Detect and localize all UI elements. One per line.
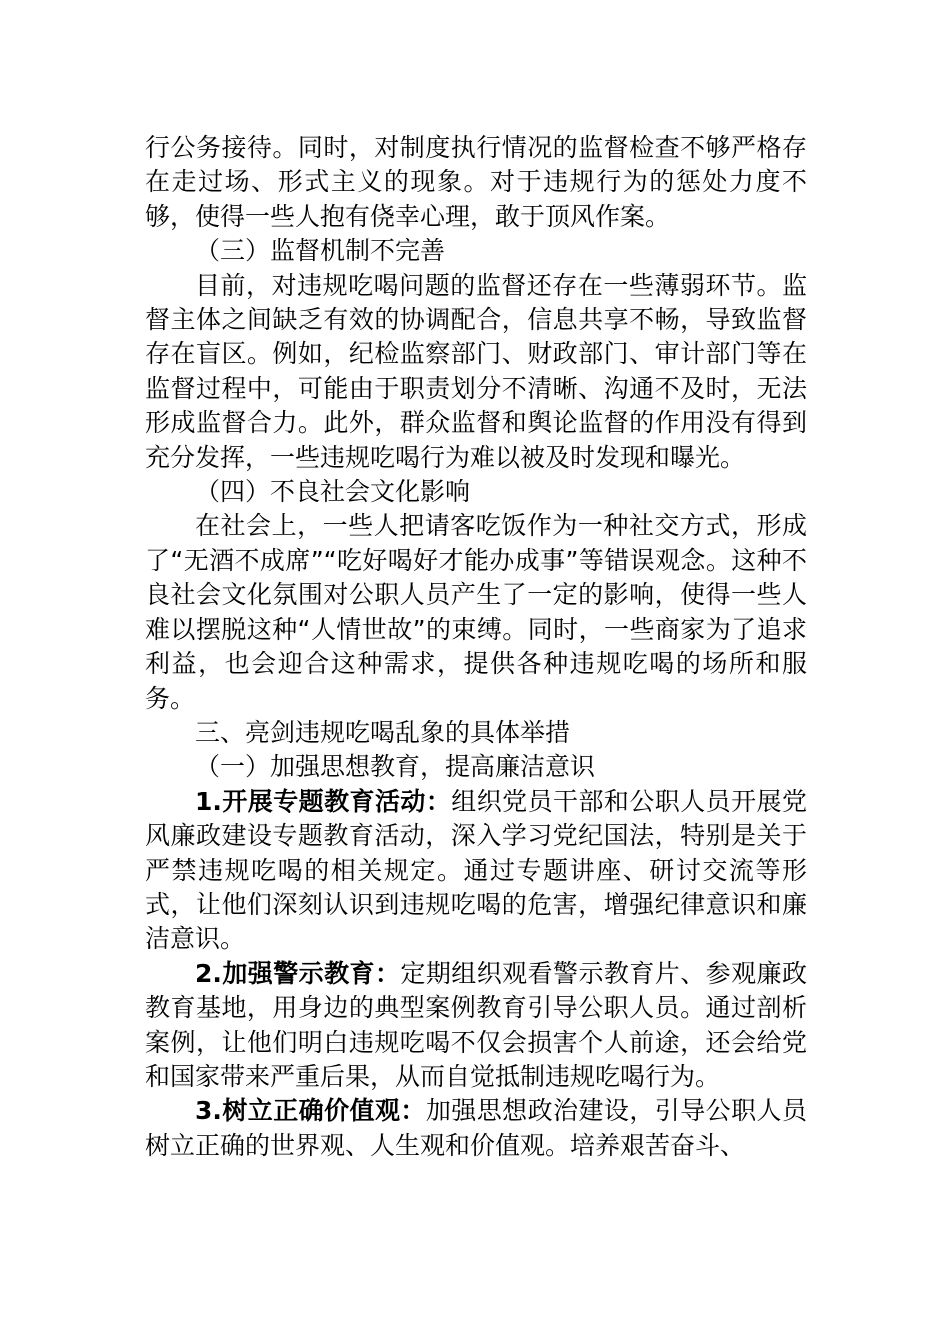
paragraph-social-culture: 在社会上，一些人把请客吃饭作为一种社交方式，形成了“无酒不成席”“吃好喝好才能办成事”等错误观念。这种不良社会文化氛围对公职人员产生了一定的影响，使得一些人难以摆脱这种“人情世故”的束缚。同时，一些商家为了追求利益，也会迎合这种需求，提供各种违规吃喝的场所和服务。 [145,511,807,713]
item-text: 定期组织观看警示教育片、参观廉政教育基地，用身边的典型案例教育引导公职人员。通过剖析案例，让他们明白违规吃喝不仅会损害个人前途，还会给党和国家带来严重后果，从而自觉抵制违规吃喝行为。 [145,958,807,1091]
list-item-topic-education [145,785,807,957]
document-body [145,131,807,1163]
item-text: 加强思想政治建设，引导公职人员树立正确的世界观、人生观和价值观。培养艰苦奋斗、 [145,1096,807,1160]
item-text: 组织党员干部和公职人员开展党风廉政建设专题教育活动，深入学习党纪国法，特别是关于严禁违规吃喝的相关规定。通过专题讲座、研讨交流等形式，让他们深刻认识到违规吃喝的危害，增强纪律意识和廉洁意识。 [145,786,807,954]
section-heading-education: （一）加强思想教育，提高廉洁意识 [195,752,596,782]
item-lead: 2.加强警示教育： [195,958,401,988]
item-lead: 1.开展专题教育活动： [195,786,452,816]
chapter-heading-measures: 三、亮剑违规吃喝乱象的具体举措 [195,717,571,747]
paragraph-supervision: 目前，对违规吃喝问题的监督还存在一些薄弱环节。监督主体之间缺乏有效的协调配合，信息共享不畅，导致监督存在盲区。例如，纪检监察部门、财政部门、审计部门等在监督过程中，可能由于职责划分不清晰、沟通不及时，无法形成监督合力。此外，群众监督和舆论监督的作用没有得到充分发挥，一些违规吃喝行为难以被及时发现和曝光。 [145,270,807,472]
section-heading-supervision: （三）监督机制不完善 [195,236,446,266]
paragraph-continuation: 行公务接待。同时，对制度执行情况的监督检查不够严格存在走过场、形式主义的现象。对于违规行为的惩处力度不够，使得一些人抱有侥幸心理，敢于顶风作案。 [145,133,807,231]
list-item-warning-education [145,957,807,1095]
list-item-values [145,1094,807,1163]
section-heading-social-culture: （四）不良社会文化影响 [195,477,471,507]
item-lead: 3.树立正确价值观： [195,1096,426,1126]
